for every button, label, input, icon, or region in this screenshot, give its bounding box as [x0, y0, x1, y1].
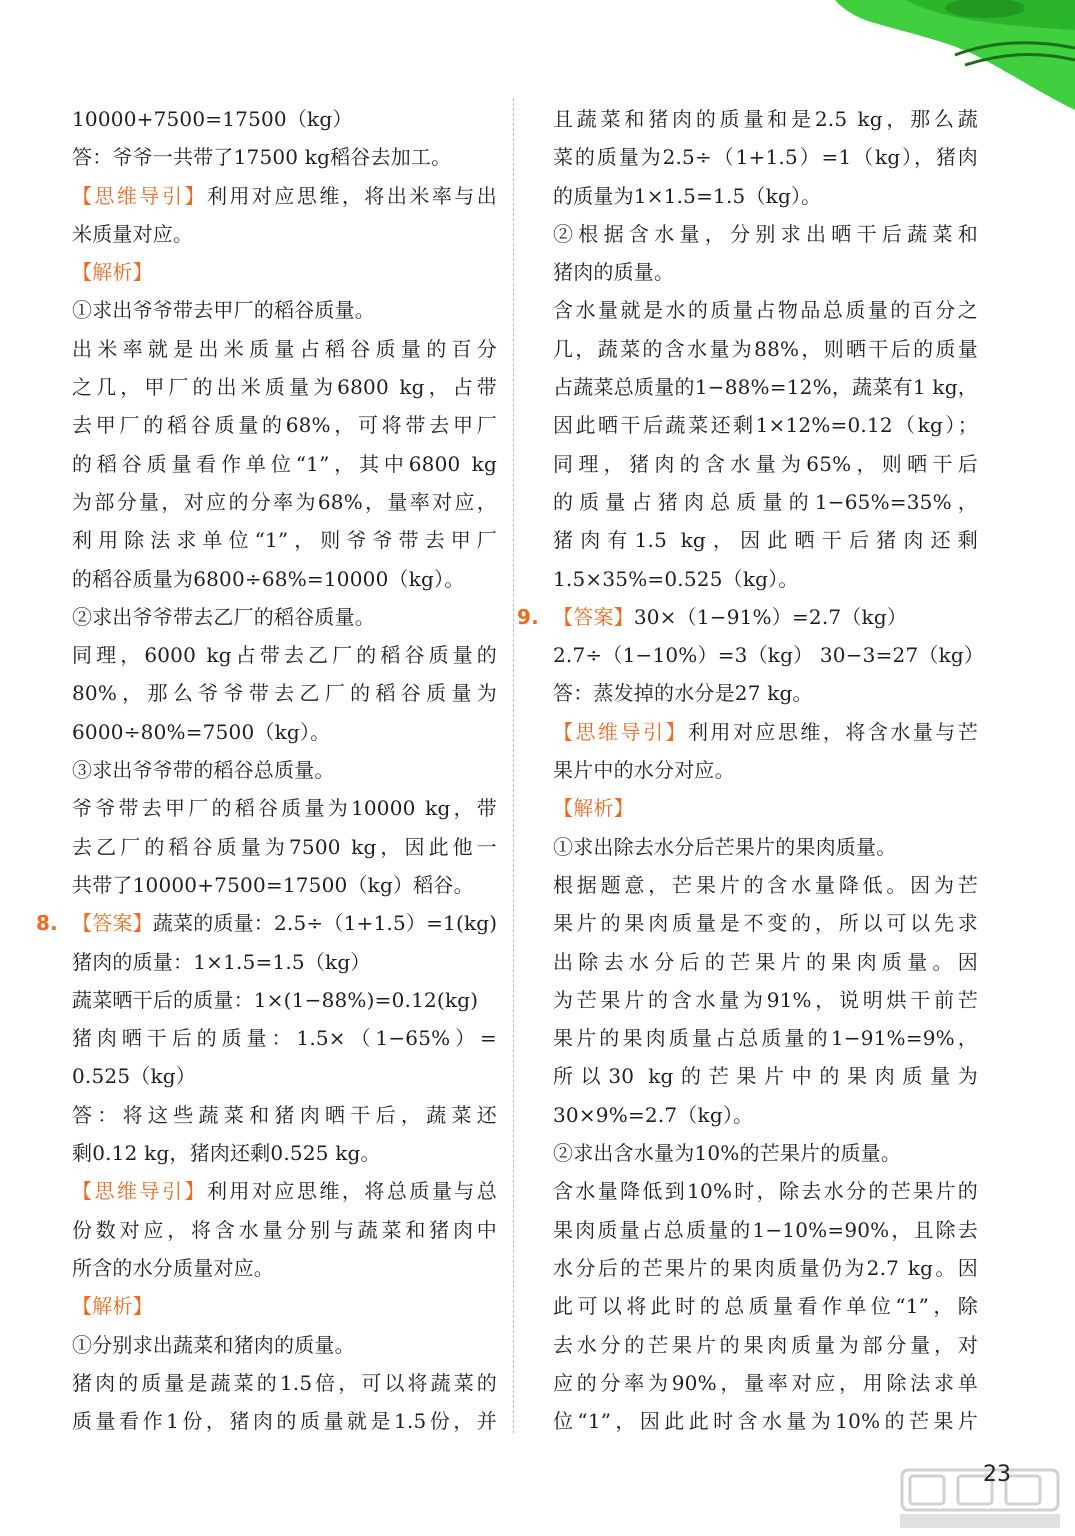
- section-tag: 【解析】: [72, 260, 153, 285]
- line-text: 份数对应，将含水量分别与蔬菜和猪肉中: [72, 1217, 497, 1242]
- question-number: 9.: [517, 604, 539, 629]
- line-text: ③求出爷爷带的稻谷总质量。: [72, 758, 335, 783]
- line-text: 猪肉有1.5 kg，因此晒干后猪肉还剩: [553, 528, 978, 553]
- line-text: ②求出含水量为10%的芒果片的质量。: [553, 1141, 902, 1166]
- watermark-stamp: [900, 1468, 1060, 1530]
- line-text: 2.7÷（1−10%）=3（kg） 30−3=27（kg）: [553, 643, 985, 668]
- text-line: [72, 291, 497, 329]
- line-text: 答：蒸发掉的水分是27 kg。: [553, 681, 813, 706]
- line-text: 利用除法求单位“1”，则爷爷带去甲厂: [72, 528, 497, 553]
- line-text: 且蔬菜和猪肉的质量和是2.5 kg，那么蔬: [553, 107, 978, 131]
- line-text: 占蔬菜总质量的1−88%=12%，蔬菜有1 kg，: [553, 375, 978, 400]
- corner-leaf-decoration: [835, 0, 1075, 110]
- text-line: [553, 1057, 978, 1095]
- section-tag: 【解析】: [553, 796, 634, 821]
- text-line: [553, 866, 978, 904]
- text-line: [72, 368, 497, 406]
- line-text: 质量看作1份，猪肉的质量就是1.5份，并: [72, 1409, 497, 1434]
- text-line: [72, 406, 497, 444]
- text-line: [553, 521, 978, 559]
- text-line: [72, 1096, 497, 1134]
- page-number: 23: [983, 1462, 1011, 1487]
- text-line: [72, 100, 497, 138]
- text-line: [553, 291, 978, 329]
- line-text: 去水分的芒果片的果肉质量为部分量，对: [553, 1332, 978, 1357]
- line-text: 剩0.12 kg，猪肉还剩0.525 kg。: [72, 1141, 381, 1166]
- section-tag: 【思维导引】: [553, 719, 688, 744]
- text-line: [553, 1287, 978, 1325]
- line-text: 30×9%=2.7（kg）。: [553, 1102, 754, 1127]
- text-line: [72, 713, 497, 751]
- line-text: ①求出除去水分后芒果片的果肉质量。: [553, 834, 897, 859]
- text-line: [72, 1211, 497, 1249]
- line-text: 的质量为1×1.5=1.5（kg）。: [553, 183, 822, 208]
- question-number: 8.: [36, 911, 58, 936]
- text-line: [553, 713, 978, 751]
- text-line: [553, 1019, 978, 1057]
- line-text: 米质量对应。: [72, 221, 194, 246]
- text-line: [72, 1172, 497, 1210]
- line-text: 出除去水分后的芒果片的果肉质量。因: [553, 949, 978, 974]
- text-line: [72, 483, 497, 521]
- section-tag: 【答案】: [553, 604, 634, 629]
- text-line: [72, 445, 497, 483]
- line-text: 爷爷带去甲厂的稻谷质量为10000 kg，带: [72, 796, 497, 821]
- text-line: [72, 789, 497, 827]
- line-text: 的质量占猪肉总质量的1−65%=35%，: [553, 489, 978, 514]
- line-text: 因此晒干后蔬菜还剩1×12%=0.12（kg）；: [553, 413, 978, 438]
- text-line: [72, 943, 497, 981]
- text-line: [72, 1134, 497, 1172]
- line-text: 含水量就是水的质量占物品总质量的百分之: [553, 298, 978, 323]
- line-text: 去甲厂的稻谷质量的68%，可将带去甲厂: [72, 413, 497, 438]
- text-line: [553, 253, 978, 291]
- text-line: [553, 1096, 978, 1134]
- text-line: [72, 751, 497, 789]
- text-line: [72, 1287, 497, 1325]
- text-line: [553, 100, 978, 138]
- text-line: [553, 636, 985, 674]
- line-text: 的稻谷质量为6800÷68%=10000（kg）。: [72, 566, 465, 591]
- text-line: [72, 1364, 497, 1402]
- line-text: 利用对应思维，将含水量与芒: [687, 719, 978, 744]
- text-line: [72, 215, 497, 253]
- line-text: 此可以将此时的总质量看作单位“1”，除: [553, 1294, 978, 1319]
- section-tag: 【答案】: [72, 911, 153, 936]
- line-text: 去乙厂的稻谷质量为7500 kg，因此他一: [72, 834, 497, 859]
- text-line: [517, 598, 978, 636]
- text-line: [553, 1211, 978, 1249]
- text-line: [553, 1249, 978, 1287]
- text-line: [72, 866, 497, 904]
- text-line: [553, 406, 978, 444]
- line-text: 利用对应思维，将出米率与出: [206, 183, 497, 208]
- text-line: [72, 177, 497, 215]
- line-text: 猪肉的质量。: [553, 260, 675, 285]
- text-line: [72, 1402, 497, 1440]
- line-text: 所以30 kg的芒果片中的果肉质量为: [553, 1064, 978, 1089]
- text-line: [72, 1249, 497, 1287]
- line-text: 猪肉的质量：1×1.5=1.5（kg）: [72, 949, 371, 974]
- line-text: 答：将这些蔬菜和猪肉晒干后，蔬菜还: [72, 1102, 497, 1127]
- line-text: 同理，6000 kg占带去乙厂的稻谷质量的: [72, 643, 497, 668]
- section-tag: 【思维导引】: [72, 183, 207, 208]
- line-text: 果片中的水分对应。: [553, 758, 735, 783]
- section-tag: 【思维导引】: [72, 1179, 207, 1204]
- text-line: [72, 1057, 497, 1095]
- text-line: [553, 828, 978, 866]
- text-line: [553, 215, 978, 253]
- line-text: 共带了10000+7500=17500（kg）稻谷。: [72, 872, 474, 897]
- column-divider: [513, 98, 514, 1433]
- text-line: [72, 521, 497, 559]
- left-column: [36, 100, 498, 1440]
- text-line: [72, 674, 497, 712]
- text-line: [553, 1402, 978, 1440]
- line-text: 之几，甲厂的出米质量为6800 kg，占带: [72, 375, 497, 400]
- line-text: 同理，猪肉的含水量为65%，则晒干后: [553, 451, 978, 476]
- text-line: [553, 330, 978, 368]
- line-text: 果片的果肉质量占总质量的1−91%=9%，: [553, 1026, 978, 1051]
- line-text: 几，蔬菜的含水量为88%，则晒干后的质量: [553, 336, 978, 361]
- text-line: [553, 943, 978, 981]
- text-line: [72, 981, 497, 1019]
- line-text: 的稻谷质量看作单位“1”，其中6800 kg: [72, 451, 497, 476]
- text-line: [553, 1326, 978, 1364]
- text-line: [553, 560, 978, 598]
- line-text: 0.525（kg）: [72, 1064, 196, 1089]
- text-line: [72, 598, 497, 636]
- text-line: [72, 1019, 497, 1057]
- line-text: 猪肉的质量是蔬菜的1.5倍，可以将蔬菜的: [72, 1370, 497, 1395]
- text-line: [553, 1172, 978, 1210]
- text-line: [553, 138, 978, 176]
- line-text: 30×（1−91%）=2.7（kg）: [633, 604, 908, 629]
- line-text: ②求出爷爷带去乙厂的稻谷质量。: [72, 604, 375, 629]
- line-text: 蔬菜的质量：2.5÷（1+1.5）=1(kg): [152, 911, 498, 936]
- line-text: 1.5×35%=0.525（kg）。: [553, 566, 799, 591]
- line-text: 应的分率为90%，量率对应，用除法求单: [553, 1370, 978, 1395]
- line-text: 水分后的芒果片的果肉质量仍为2.7 kg。因: [553, 1255, 978, 1280]
- text-line: [553, 1364, 978, 1402]
- line-text: 6000÷80%=7500（kg）。: [72, 719, 331, 744]
- right-column: [517, 100, 985, 1440]
- text-line: [553, 981, 978, 1019]
- line-text: 10000+7500=17500（kg）: [72, 107, 353, 131]
- line-text: 位“1”，因此此时含水量为10%的芒果片: [553, 1409, 978, 1434]
- text-line: [72, 828, 497, 866]
- text-line: [72, 636, 497, 674]
- text-line: [72, 330, 497, 368]
- text-line: [72, 1326, 497, 1364]
- line-text: 含水量降低到10%时，除去水分的芒果片的: [553, 1179, 978, 1204]
- line-text: 猪肉晒干后的质量：1.5×（1−65%）=: [72, 1026, 497, 1051]
- line-text: 果肉质量占总质量的1−10%=90%，且除去: [553, 1217, 978, 1242]
- line-text: 为芒果片的含水量为91%，说明烘干前芒: [553, 987, 978, 1012]
- line-text: 蔬菜晒干后的质量：1×(1−88%)=0.12(kg): [72, 987, 479, 1012]
- text-line: [553, 751, 978, 789]
- line-text: 答：爷爷一共带了17500 kg稻谷去加工。: [72, 145, 452, 170]
- line-text: 利用对应思维，将总质量与总: [206, 1179, 497, 1204]
- text-line: [553, 177, 978, 215]
- text-line: [553, 1134, 978, 1172]
- line-text: ①求出爷爷带去甲厂的稻谷质量。: [72, 298, 375, 323]
- text-line: [553, 445, 978, 483]
- section-tag: 【解析】: [72, 1294, 153, 1319]
- line-text: ①分别求出蔬菜和猪肉的质量。: [72, 1332, 355, 1357]
- line-text: 80%，那么爷爷带去乙厂的稻谷质量为: [72, 681, 497, 706]
- text-line: [72, 253, 497, 291]
- text-line: [553, 674, 978, 712]
- line-text: 果片的果肉质量是不变的，所以可以先求: [553, 911, 978, 936]
- line-text: ②根据含水量，分别求出晒干后蔬菜和: [553, 221, 978, 246]
- text-line: [553, 904, 978, 942]
- line-text: 根据题意，芒果片的含水量降低。因为芒: [553, 872, 978, 897]
- line-text: 菜的质量为2.5÷（1+1.5）=1（kg），猪肉: [553, 145, 978, 170]
- text-line: [553, 483, 978, 521]
- line-text: 出米率就是出米质量占稻谷质量的百分: [72, 336, 497, 361]
- line-text: 所含的水分质量对应。: [72, 1255, 274, 1280]
- text-line: [553, 789, 978, 827]
- text-line: [72, 560, 497, 598]
- text-line: [553, 368, 978, 406]
- text-line: [36, 904, 498, 942]
- text-line: [72, 138, 497, 176]
- line-text: 为部分量，对应的分率为68%，量率对应，: [72, 489, 497, 514]
